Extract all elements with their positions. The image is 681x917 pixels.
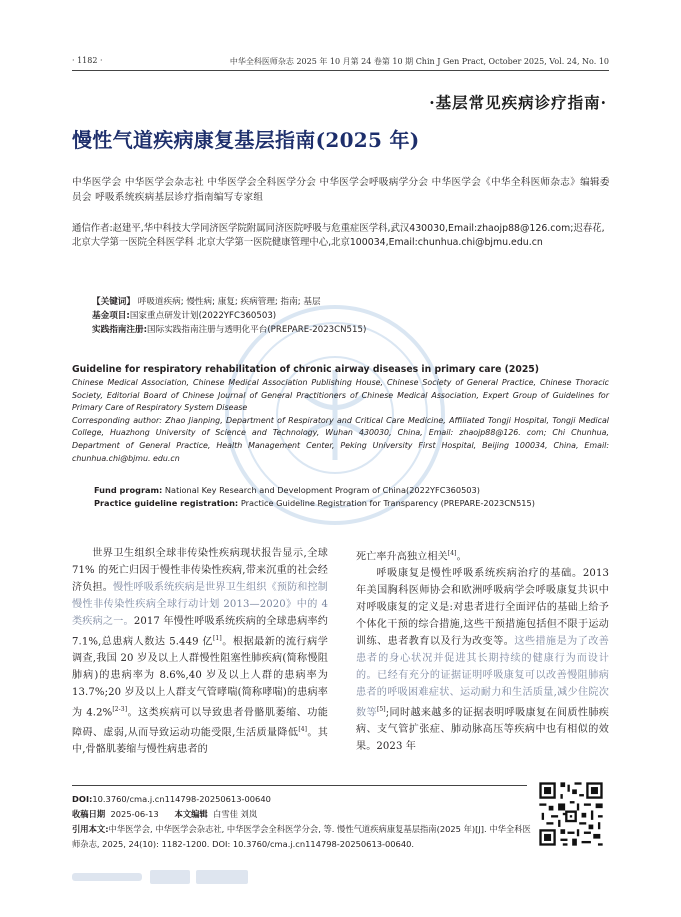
publisher-logo [72, 867, 252, 887]
body-column-right: 死亡率升高独立相关[4]。 呼吸康复是慢性呼吸系统疾病治疗的基础。2013 年美国胸科医师协会和欧洲呼吸病学会呼吸康复共识中对呼吸康复的定义是:对患者进行全面评估的基础上给予个体化干预的综合措施,这些干预措施包括但不限于运动训练、患者教育以及行为改变等。这些措施是为了改善患者的身心状况并促进其长期持续的健康行为而设计的。已经有充分的证据证明呼吸康复可以改善慢阻肺病患者的呼吸困难症状、运动耐力和生活质量,减少住院次数等[5];同时越来越多的证据表明呼吸康复在间质性肺疾病、支气管扩张症、肺动脉高压等疾病中也有相似的效果。2023 年 [356, 550, 610, 752]
section-tag: ·基层常见疾病诊疗指南· [429, 93, 607, 112]
registration-line: 实践指南注册:国际实践指南注册与透明化平台(PREPARE-2023CN515) [92, 325, 367, 336]
citation-line: 引用本文:中华医学会, 中华医学会杂志社, 中华医学会全科医学分会, 等. 慢性气道疾病康复基层指南(2025 年)[J]. 中华全科医师杂志, 2025, 24(10): 1182-1200. DOI: 10.3760/cma.j.cn114798-20250613-00640. [72, 824, 531, 849]
body-column-left: 世界卫生组织全球非传染性疾病现状报告显示,全球 71% 的死亡归因于慢性非传染性疾病,带来沉重的社会经济负担。慢性呼吸系统疾病是世界卫生组织《预防和控制慢性非传染性疾病全球行动计划 2013—2020》中的 4 类疾病之一。2017 年慢性呼吸系统疾病的全球患病率约 7.1%,总患病人数达 5.449 亿[1]。根据最新的流行病学调查,我国 20 岁及以上人群慢性阻塞性肺疾病(简称慢阻肺病)的患病率为 8.6%,40 岁及以上人群的患病率为 13.7%;20 岁及以上人群支气管哮喘(简称哮喘)的患病率为 4.2%[2-3]。这类疾病可以导致患者骨骼肌萎缩、功能障碍、虚弱,从而导致运动功能受限,生活质量降低[4]。其中,骨骼肌萎缩与慢性病患者的 [72, 548, 329, 756]
qr-code-icon [537, 780, 605, 848]
article-title: 慢性气道疾病康复基层指南(2025 年) [72, 128, 420, 152]
english-authors: Chinese Medical Association, Chinese Medical Association Publishing House, Chinese Society of General Practice, Chinese Thoracic Society, Editorial Board of Chinese Journal of General Practitioners of Chinese Medical Association, Expert Group of Guidelines for Primary Care of Respiratory System Disease Corresponding author: Zhao Jianping, Department of Respiratory and Critical Care Medicine, Affiliated Tongji Hospital, Tongji Medical College, Huazhong University of Science and Technology, Wuhan 430030, China, Email: zhaojp88@126. com; Chi Chunhua, Department of General Practice, Health Management Center, Peking University First Hospital, Beijing 100034, China, Email: chunhua.chi@bjmu. edu.cn [72, 378, 609, 463]
keywords-line: 【关键词】 呼吸道疾病; 慢性病; 康复; 疾病管理; 指南; 基层 [92, 297, 321, 307]
page-number: · 1182 · [72, 56, 103, 65]
header-rule [72, 70, 609, 71]
fund-line: 基金项目:国家重点研发计划(2022YFC360503) [92, 311, 277, 322]
footer-rule [72, 785, 527, 786]
corresponding-author: 通信作者:赵建平,华中科技大学同济医学院附属同济医院呼吸与危重症医学科,武汉430030,Email:zhaojp88@126.com;迟春花,北京大学第一医院全科医学科 北京大学第一医院健康管理中心,北京100034,Email:chunhua.chi@bjmu.edu.cn [72, 223, 605, 249]
english-fund: Fund program: National Key Research and Development Program of China(2022YFC360503) Practice guideline registration: Practice Guideline Registration for Transparency (PREPARE-2023CN515) [94, 485, 535, 508]
doi-line: DOI:10.3760/cma.j.cn114798-20250613-00640 [72, 794, 271, 804]
english-corresponding: Corresponding author: Zhao Jianping, Department of Respiratory and Critical Care Medicine, Affiliated Tongji Hospital, Tongji Medical College, Huazhong University of Science and Technology, Wuhan 430030, China, Email: zhaojp88@126. com; Chi Chunhua, Department of General Practice, Health Management Center, Peking University First Hospital, Beijing 100034, China, Email: chunhua.chi@bjmu. edu.cn [72, 415, 609, 463]
keywords-block [92, 295, 612, 338]
english-title: Guideline for respiratory rehabilitation of chronic airway diseases in primary care (2025) [72, 364, 540, 375]
dates-line: 收稿日期 2025-06-13 本文编辑 白雪佳 刘岚 [72, 809, 258, 819]
author-list: 中华医学会 中华医学会杂志社 中华医学会全科医学分会 中华医学会呼吸病学分会 中华医学会《中华全科医师杂志》编辑委员会 呼吸系统疾病基层诊疗指南编写专家组 [72, 177, 610, 203]
article-footer [72, 792, 532, 852]
journal-header: 中华全科医师杂志 2025 年 10 月第 24 卷第 10 期 Chin J Gen Pract, October 2025, Vol. 24, No. 10 [229, 57, 609, 66]
